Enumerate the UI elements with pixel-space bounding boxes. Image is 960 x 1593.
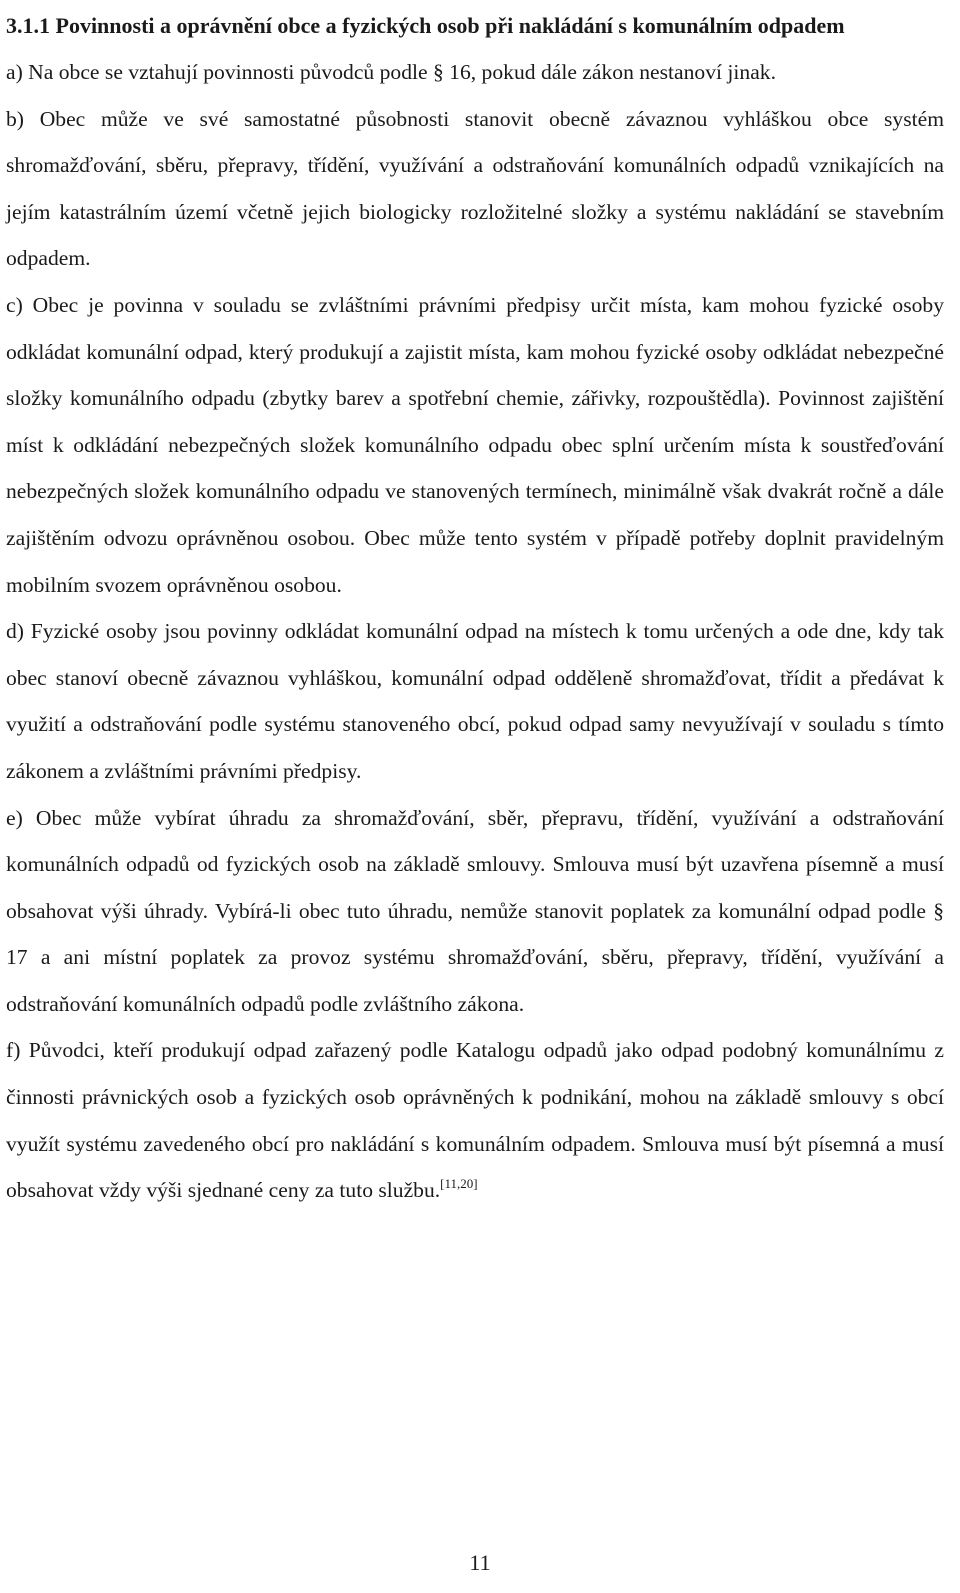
paragraph-b: b) Obec může ve své samostatné působnosti stanovit obecně závaznou vyhláškou obce systém shromažďování, sběru, přepravy, třídění, využívání a odstraňování komunálních odpadů vznikajících na jejím katastrálním území včetně jejich biologicky rozložitelné složky a systému nakládání se stavebním odpadem. [6, 106, 944, 271]
page-number: 11 [469, 1550, 491, 1575]
paragraph-a: a) Na obce se vztahují povinnosti původců podle § 16, pokud dále zákon nestanoví jinak. [6, 60, 776, 84]
section-heading: 3.1.1 Povinnosti a oprávnění obce a fyzických osob při nakládání s komunálním odpadem [6, 13, 845, 38]
paragraph-e: e) Obec může vybírat úhradu za shromažďování, sběr, přepravu, třídění, využívání a odstraňování komunálních odpadů od fyzických osob na základě smlouvy. Smlouva musí být uzavřena písemně a musí obsahovat výši úhrady. Vybírá-li obec tuto úhradu, nemůže stanovit poplatek za komunální odpad podle § 17 a ani místní poplatek za provoz systému shromažďování, sběru, přepravy, třídění, využívání a odstraňování komunálních odpadů podle zvláštního zákona. [6, 805, 944, 1016]
citation-reference: [11,20] [440, 1176, 478, 1192]
paragraph-f-text: f) Původci, kteří produkují odpad zařazený podle Katalogu odpadů jako odpad podobný komunálnímu z činnosti právnických osob a fyzických osob oprávněných k podnikání, mohou na základě smlouvy s obcí využít systému zavedeného obcí pro nakládání s komunálním odpadem. Smlouva musí být písemná a musí obsahovat vždy výši sjednané ceny za tuto službu. [6, 1038, 944, 1203]
document-page [6, 0, 944, 1214]
paragraph-f [6, 1027, 944, 1213]
paragraph-c: c) Obec je povinna v souladu se zvláštními právními předpisy určit místa, kam mohou fyzické osoby odkládat komunální odpad, který produkují a zajistit místa, kam mohou fyzické osoby odkládat nebezpečné složky komunálního odpadu (zbytky barev a spotřební chemie, zářivky, rozpouštědla). Povinnost zajištění míst k odkládání nebezpečných složek komunálního odpadu obec splní určením místa k soustřeďování nebezpečných složek komunálního odpadu ve stanovených termínech, minimálně však dvakrát ročně a dále zajištěním odvozu oprávněnou osobou. Obec může tento systém v případě potřeby doplnit pravidelným mobilním svozem oprávněnou osobou. [6, 292, 944, 597]
paragraph-d: d) Fyzické osoby jsou povinny odkládat komunální odpad na místech k tomu určených a ode dne, kdy tak obec stanoví obecně závaznou vyhláškou, komunální odpad odděleně shromažďovat, třídit a předávat k využití a odstraňování podle systému stanoveného obcí, pokud odpad samy nevyužívají v souladu s tímto zákonem a zvláštními právními předpisy. [6, 619, 944, 783]
